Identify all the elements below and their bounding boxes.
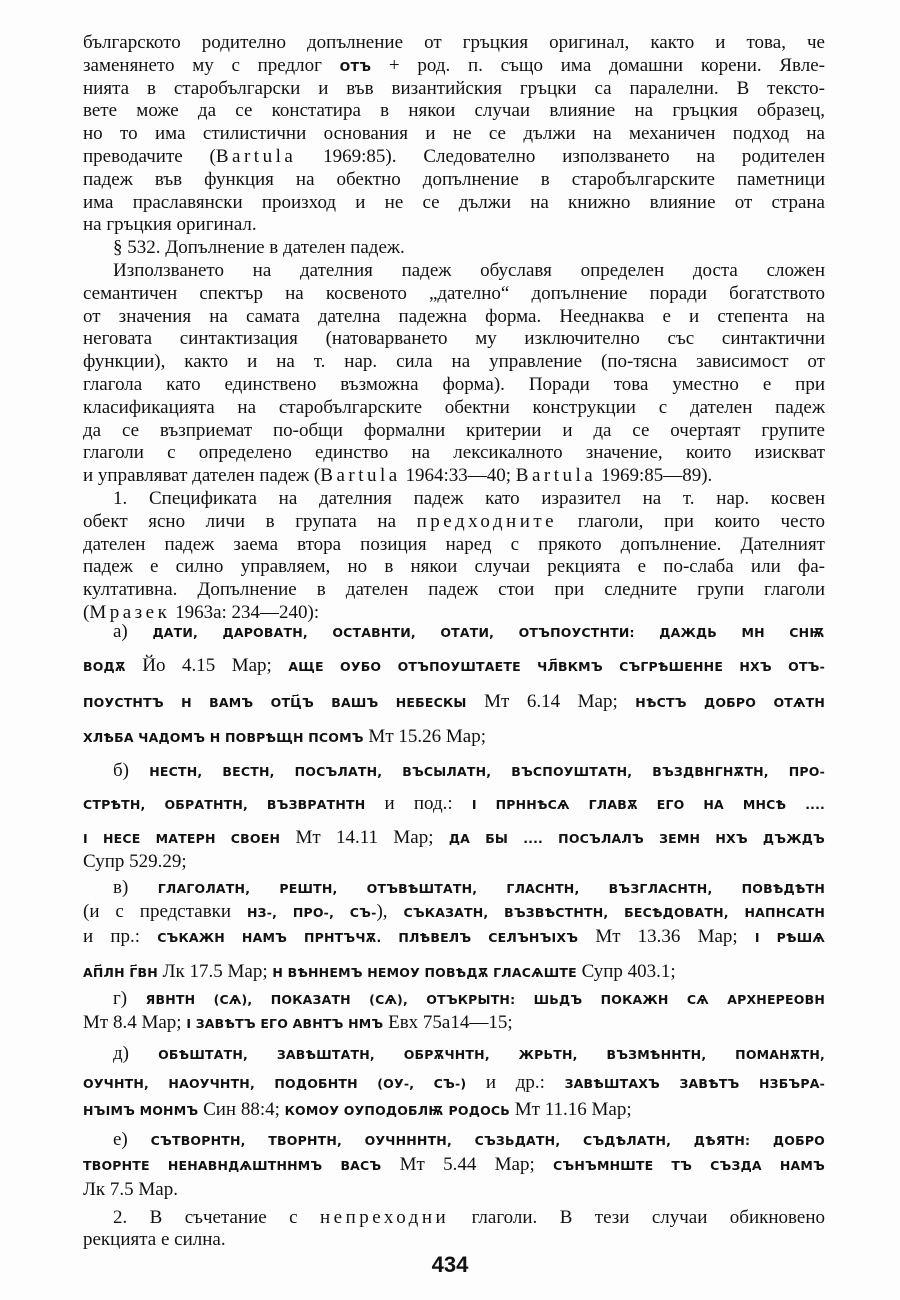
text-line: [83, 1178, 825, 1202]
text-segment: дателен падеж заема втора позиция наред с прякото допълнение. Дателният: [83, 533, 825, 555]
old-bulgarian-quote: ОТЪ: [339, 58, 372, 74]
text-segment: и управляват дателен падеж (: [83, 465, 321, 487]
spaced-emphasis: непреходни: [319, 1207, 450, 1228]
text-line: [113, 1206, 825, 1230]
text-line: [83, 690, 825, 714]
old-bulgarian-quote: ЯВНТН (СѦ), ПОКАЗАТН (СѦ), ОТЪКРЫТН: ШЬДЪ ПОКАЖН СѦ АРХНЕРЕОВН: [145, 992, 825, 1007]
text-segment: в): [113, 877, 158, 898]
text-line: [83, 1071, 825, 1095]
text-line: [83, 54, 825, 78]
text-segment: падеж е силно управляем, но в някои случаи рекцията е по-слаба или фа-: [83, 556, 825, 578]
text-line: [83, 191, 825, 215]
text-segment: семантичен спектър на косвеното „дателно“ допълнение поради богатството: [83, 282, 825, 304]
text-segment: култативна. Допълнение в дателен падеж стои при следните групи глаголи: [83, 579, 825, 601]
old-bulgarian-quote: ДАТИ, ДАРОВАТН, ОСТАВНТИ, ОТАТИ, ОТЪПОУСТНТИ: ДАЖДЬ МН СНѬ: [152, 625, 825, 640]
old-bulgarian-quote: СЪНЪМНШТЕ ТЪ СЪЗДА НАМЪ: [553, 1158, 825, 1173]
spaced-emphasis: предходните: [416, 510, 558, 532]
text-line: [113, 987, 825, 1011]
old-bulgarian-quote: КОМОУ ОУПОДОБЛѬ РОДОСЬ: [284, 1103, 511, 1118]
old-bulgarian-quote: АЩЕ ОУБО ОТЪПОУШТАЕТЕ ЧЛ҃ВКМЪ СЪГРѢШЕННЕ НХЪ ОТЪ-: [288, 659, 826, 674]
text-line: [83, 654, 825, 678]
text-segment: преводачите (: [83, 146, 216, 167]
text-segment: нията в старобългарски и във византийския гръцки са паралелни. В тексто-: [83, 77, 825, 99]
text-segment: глаголи. В тези случаи обикновено: [449, 1207, 826, 1228]
text-segment: Лк 17.5 Мар;: [157, 961, 273, 982]
text-line: [83, 99, 825, 123]
text-line: [83, 510, 825, 534]
text-segment: Мт 5.44 Мар;: [381, 1154, 554, 1175]
text-segment: класификацията на старобългарските обектни конструкции с дателен падеж: [83, 396, 825, 418]
text-line: [83, 960, 825, 984]
old-bulgarian-quote: НѢСТЪ ДОБРО ОТѦТН: [635, 695, 825, 710]
text-line: [83, 396, 825, 420]
text-segment: Евх 75а14—15;: [383, 1012, 513, 1033]
text-line: [83, 792, 825, 816]
text-segment: 1. Спецификата на дателния падеж като изразител на т. нар. косвен: [113, 488, 825, 509]
old-bulgarian-quote: ОУЧНТН, НАОУЧНТН, ПОДОБНТН (ОУ-, СЪ-): [83, 1076, 467, 1091]
text-segment: и др.:: [466, 1072, 565, 1093]
text-line: [83, 350, 825, 374]
text-segment: Супр 529.29;: [83, 851, 187, 872]
text-line: [83, 578, 825, 602]
text-line: [83, 850, 825, 874]
text-segment: Йо 4.15 Мар;: [125, 655, 289, 676]
text-segment: българското родително допълнение от гръцкия оригинал, както и това, че: [83, 32, 825, 53]
text-line: [113, 236, 825, 260]
text-segment: Мт 11.16 Мар;: [510, 1099, 632, 1120]
text-segment: и под.:: [365, 793, 472, 814]
text-line: [113, 620, 825, 644]
text-segment: а): [113, 621, 153, 642]
text-line: [83, 77, 825, 101]
old-bulgarian-quote: СЪКАЖН НАМЪ ПРНТЪЧѪ. ПЛѢВЕЛЪ СЕЛЪНЪІХЪ: [157, 930, 579, 945]
text-line: [113, 876, 825, 900]
text-line: [113, 1128, 825, 1152]
text-segment: 1969:85—89).: [596, 465, 713, 487]
text-segment: Мт 15.26 Мар;: [363, 726, 486, 747]
text-segment: обект ясно личи в групата на: [83, 510, 417, 532]
text-line: [83, 122, 825, 146]
text-line: [83, 1011, 825, 1035]
text-line: [83, 31, 825, 55]
old-bulgarian-quote: СЪКАЗАТН, ВЪЗВѢСТНТН, БЕСѢДОВАТН, НАПНСАТН: [403, 905, 825, 920]
text-segment: Използването на дателния падеж обуславя определен доста сложен: [113, 260, 825, 281]
text-segment: но то има стилистични основания и не се дължи на механичен подход на: [83, 123, 825, 145]
old-bulgarian-quote: ДА БЫ .... ПОСЪЛАЛЪ ЗЕМН НХЪ ДЪЖДЪ: [448, 831, 825, 846]
text-line: [83, 373, 825, 397]
old-bulgarian-quote: ПОУСТНТЪ Н ВАМЪ ОТЦ҃Ъ ВАШЪ НЕБЕСКЫ: [83, 695, 467, 710]
text-segment: 1964:33—40;: [400, 465, 516, 487]
old-bulgarian-quote: І НЕСЕ МАТЕРН СВОЕН: [83, 831, 281, 846]
old-bulgarian-quote: СЪТВОРНТН, ТВОРНТН, ОУЧНННТН, СЪЗЬДАТН, СЪДѢЛАТН, ДѢЯТН: ДОБРО: [150, 1133, 826, 1148]
text-line: [83, 533, 825, 557]
text-segment: Лк 7.5 Мар.: [83, 1179, 178, 1200]
text-line: [113, 759, 825, 783]
text-segment: падеж във функция на обектно допълнение в старобългарските паметници: [83, 168, 825, 190]
text-segment: от значения на самата дателна падежна форма. Нееднаква е и степента на: [83, 305, 825, 327]
text-segment: глаголи, при които често: [557, 510, 825, 532]
text-segment: глаголи с определено единство на лексикалното значение, които изискват: [83, 442, 825, 464]
text-line: [83, 145, 825, 169]
old-bulgarian-quote: ОБѢШТАТН, ЗАВѢШТАТН, ОБРѪЧНТН, ЖРЬТН, ВЪЗМѢННТН, ПОМАНѪТН,: [158, 1047, 826, 1062]
text-segment: на гръцкия оригинал.: [83, 214, 257, 236]
text-line: [83, 900, 825, 924]
text-segment: и пр.:: [83, 926, 158, 947]
text-line: [83, 213, 825, 237]
text-segment: 1969:85). Следователно използването на родителен: [296, 146, 825, 167]
text-segment: рекцията е силна.: [83, 1229, 226, 1250]
text-segment: функции), както и на т. нар. сила на управление (по-тясна зависимост от: [83, 351, 825, 373]
text-line: [113, 487, 825, 511]
text-line: [83, 555, 825, 579]
old-bulgarian-quote: НЪІМЪ МОНМЪ: [83, 1103, 199, 1118]
old-bulgarian-quote: ГЛАГОЛАТН, РЕШТН, ОТЪВѢШТАТН, ГЛАСНТН, ВЪЗГЛАСНТН, ПОВѢДѢТН: [157, 881, 825, 896]
old-bulgarian-quote: І ПРННѢСѦ ГЛАВѪ ЕГО НА МНСѢ ....: [471, 797, 825, 812]
text-line: [83, 826, 825, 850]
text-segment: г): [113, 988, 146, 1009]
text-segment: (: [83, 602, 90, 623]
text-line: [83, 925, 825, 949]
old-bulgarian-quote: АП҃ЛН Г҃ВН: [83, 965, 158, 980]
text-line: [83, 1153, 825, 1177]
spaced-emphasis: Мразек: [89, 602, 171, 623]
text-segment: + род. п. също има домашни корени. Явле-: [371, 54, 825, 76]
spaced-emphasis: Bartula: [215, 146, 297, 167]
text-segment: да се възприемат по-общи формални критерии и да се очертаят групите: [83, 419, 825, 441]
old-bulgarian-quote: НЕСТН, ВЕСТН, ПОСЪЛАТН, ВЪСЫЛАТН, ВЪСПОУШТАТН, ВЪЗДВНГНѪТН, ПРО-: [149, 764, 825, 779]
text-segment: д): [113, 1043, 159, 1064]
text-segment: Мт 6.14 Мар;: [466, 691, 636, 712]
text-segment: глагола като единствено възможна форма). Поради това уместно е при: [83, 374, 825, 395]
text-segment: вете може да се констатира в някои случаи влияние на гръцкия образец,: [83, 100, 825, 122]
text-line: [113, 259, 825, 283]
text-line: [83, 168, 825, 192]
text-segment: неговата синтактизация (натоварването му изключително със синтактични: [83, 328, 825, 350]
text-segment: Супр 403.1;: [576, 961, 676, 982]
old-bulgarian-quote: СТРѢТН, ОБРАТНТН, ВЪЗВРАТНТН: [83, 797, 366, 812]
text-segment: 1963а: 234—240):: [170, 602, 320, 623]
page-number: 434: [431, 1252, 469, 1277]
text-segment: Мт 8.4 Мар;: [83, 1012, 187, 1033]
text-line: [83, 725, 825, 749]
text-line: [83, 419, 825, 443]
text-segment: заменянето му с предлог: [83, 54, 340, 76]
text-line: [83, 1228, 825, 1252]
text-line: [83, 441, 825, 465]
old-bulgarian-quote: ВОДѪ: [83, 659, 126, 674]
text-line: [83, 464, 825, 488]
text-line: [83, 282, 825, 306]
old-bulgarian-quote: Н ВѢННЕМЪ НЕМОУ ПОВѢДѪ ГЛАСѦШТЕ: [272, 965, 577, 980]
text-line: [83, 305, 825, 329]
text-line: [83, 1098, 825, 1122]
text-segment: Мт 13.36 Мар;: [578, 926, 755, 947]
old-bulgarian-quote: ТВОРНТЕ НЕНАВНДѦШТННМЪ ВАСЪ: [83, 1158, 382, 1173]
text-segment: ),: [376, 901, 404, 922]
text-segment: б): [113, 760, 150, 781]
text-line: [83, 327, 825, 351]
text-segment: § 532. Допълнение в дателен падеж.: [113, 237, 405, 259]
text-segment: (и с представки: [83, 901, 248, 922]
text-segment: Мт 14.11 Мар;: [280, 827, 449, 848]
spaced-emphasis: Bartula: [515, 465, 597, 487]
spaced-emphasis: Bartula: [320, 465, 401, 487]
text-segment: е): [113, 1129, 151, 1150]
text-segment: 2. В съчетание с: [113, 1207, 320, 1228]
old-bulgarian-quote: ХЛѢБА ЧАДОМЪ Н ПОВРѢЩН ПСОМЪ: [83, 730, 364, 745]
old-bulgarian-quote: НЗ-, ПРО-, СЪ-: [247, 905, 377, 920]
old-bulgarian-quote: І РѢШѦ: [754, 930, 825, 945]
text-line: [113, 1042, 825, 1066]
old-bulgarian-quote: І ЗАВѢТЪ ЕГО АВНТЪ НМЪ: [186, 1016, 384, 1031]
text-segment: Син 88:4;: [198, 1099, 285, 1120]
text-segment: има праславянски произход и не се дължи на книжно влияние от страна: [83, 191, 825, 213]
old-bulgarian-quote: ЗАВѢШТАХЪ ЗАВѢТЪ НЗБЪРА-: [564, 1076, 825, 1091]
